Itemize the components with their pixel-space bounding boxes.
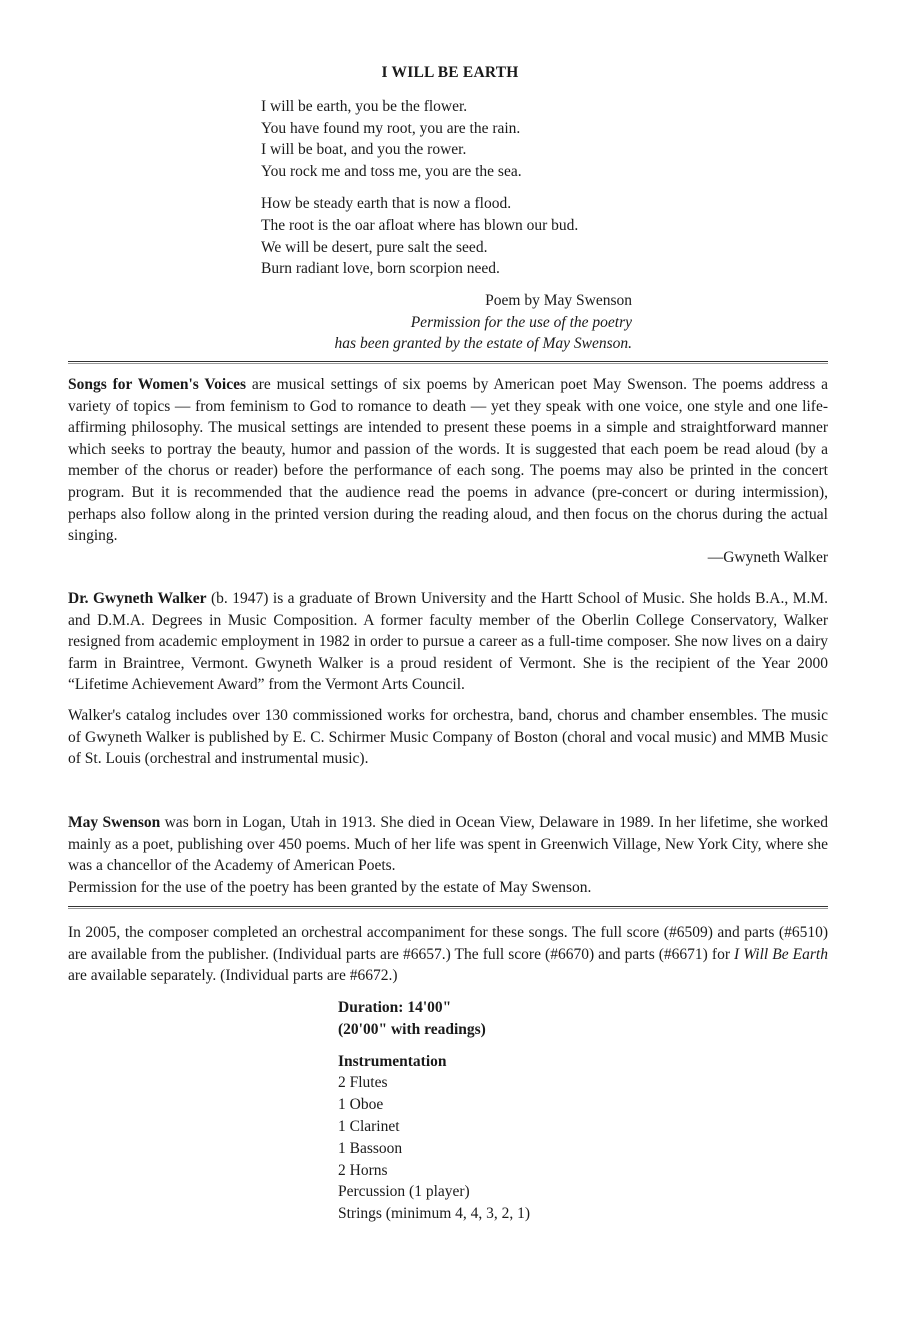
divider-top — [68, 361, 828, 364]
performance-details — [338, 997, 530, 1225]
intro-paragraph — [68, 374, 828, 547]
walker-bio-lead: Dr. Gwyneth Walker — [68, 590, 207, 607]
poem-credit — [335, 290, 632, 355]
poet-credit: Poem by May Swenson — [485, 292, 632, 309]
orchestral-section — [68, 922, 828, 987]
poem-line: We will be desert, pure salt the seed. — [261, 238, 488, 256]
orchestral-text-b: are available separately. (Individual parts are #6672.) — [68, 967, 398, 985]
intro-lead: Songs for Women's Voices — [68, 376, 247, 393]
intro-signature: —Gwyneth Walker — [707, 548, 828, 566]
intro-text: are musical settings of six poems by American poet May Swenson. The poems address a variety of topics — from feminism to God to romance to death — yet they speak with one voice, one style and one life-affirming philosophy. The musical settings are intended to present these poems in a simple and straightforward manner which seeks to portray the beauty, humor and passion of the words. It is suggested that each poem be read aloud (by a member of the chorus or reader) before the performance of each song. The poems may also be printed in the concert program. But it is recommended that the audience read the poems in advance (pre-concert or during intermission), perhaps also follow along in the printed version during the reading aloud, and then focus on the chorus during the actual singing. — [68, 376, 828, 545]
poem-title: I WILL BE EARTH — [381, 64, 519, 81]
poem-line: You have found my root, you are the rain. — [261, 119, 521, 137]
instrument-item: 1 Clarinet — [338, 1117, 400, 1135]
instrument-item: 2 Horns — [338, 1161, 388, 1179]
swenson-bio-text: was born in Logan, Utah in 1913. She died in Ocean View, Delaware in 1989. In her lifetime, she worked mainly as a poet, publishing over 450 poems. Much of her life was spent in Greenwich Village, New York City, where she was a chancellor of the Academy of American Poets. — [68, 814, 828, 875]
poem-line: I will be boat, and you the rower. — [261, 141, 467, 159]
poem-text — [261, 96, 641, 280]
poem-line: The root is the oar afloat where has blown our bud. — [261, 216, 579, 234]
permission-line-1: Permission for the use of the poetry — [410, 313, 632, 331]
walker-bio-text: (b. 1947) is a graduate of Brown University and the Hartt School of Music. She holds B.A., M.M. and D.M.A. Degrees in Music Composition. A former faculty member of the Oberlin College Conservatory, Walker resigned from academic employment in 1982 in order to pursue a career as a full-time composer. She now lives on a dairy farm in Braintree, Vermont. Gwyneth Walker is a proud resident of Vermont. She is the recipient of the Year 2000 “Lifetime Achievement Award” from the Vermont Arts Council. — [68, 590, 829, 694]
instrument-item: Strings (minimum 4, 4, 3, 2, 1) — [338, 1205, 531, 1223]
duration-readings: (20'00" with readings) — [338, 1020, 486, 1038]
poem-line: You rock me and toss me, you are the sea. — [261, 162, 522, 180]
intro-section — [68, 374, 828, 568]
divider-bottom — [68, 906, 828, 909]
orchestral-title: I Will Be Earth — [734, 945, 828, 963]
orchestral-text-a: In 2005, the composer completed an orchestral accompaniment for these songs. The full score (#6509) and parts (#6510) are available from the publisher. (Individual parts are #6657.) The full score (#6670) and parts (#6671) for — [68, 924, 828, 963]
instrumentation-heading: Instrumentation — [338, 1052, 447, 1070]
stanza-1 — [261, 96, 641, 182]
poem-line: Burn radiant love, born scorpion need. — [261, 260, 500, 278]
permission-line-2: has been granted by the estate of May Swenson. — [334, 335, 632, 353]
walker-catalog: Walker's catalog includes over 130 commissioned works for orchestra, band, chorus and chamber ensembles. The music of Gwyneth Walker is published by E. C. Schirmer Music Company of Boston (choral and vocal music) and MMB Music of St. Louis (orchestral and instrumental music). — [68, 706, 828, 768]
orchestral-paragraph — [68, 922, 828, 987]
stanza-2 — [261, 193, 641, 279]
instrument-item: 1 Oboe — [338, 1096, 384, 1114]
instrument-item: Percussion (1 player) — [338, 1183, 470, 1201]
swenson-permission: Permission for the use of the poetry has been granted by the estate of May Swenson. — [68, 878, 592, 896]
walker-bio-section — [68, 588, 828, 770]
instrument-item: 2 Flutes — [338, 1074, 388, 1092]
duration: Duration: 14'00" — [338, 999, 452, 1016]
swenson-bio-section — [68, 812, 828, 898]
poem-line: I will be earth, you be the flower. — [261, 98, 468, 115]
swenson-bio-paragraph — [68, 812, 828, 877]
swenson-bio-lead: May Swenson — [68, 814, 161, 831]
instrument-item: 1 Bassoon — [338, 1139, 403, 1157]
walker-bio-paragraph — [68, 588, 828, 696]
poem-line: How be steady earth that is now a flood. — [261, 195, 512, 213]
